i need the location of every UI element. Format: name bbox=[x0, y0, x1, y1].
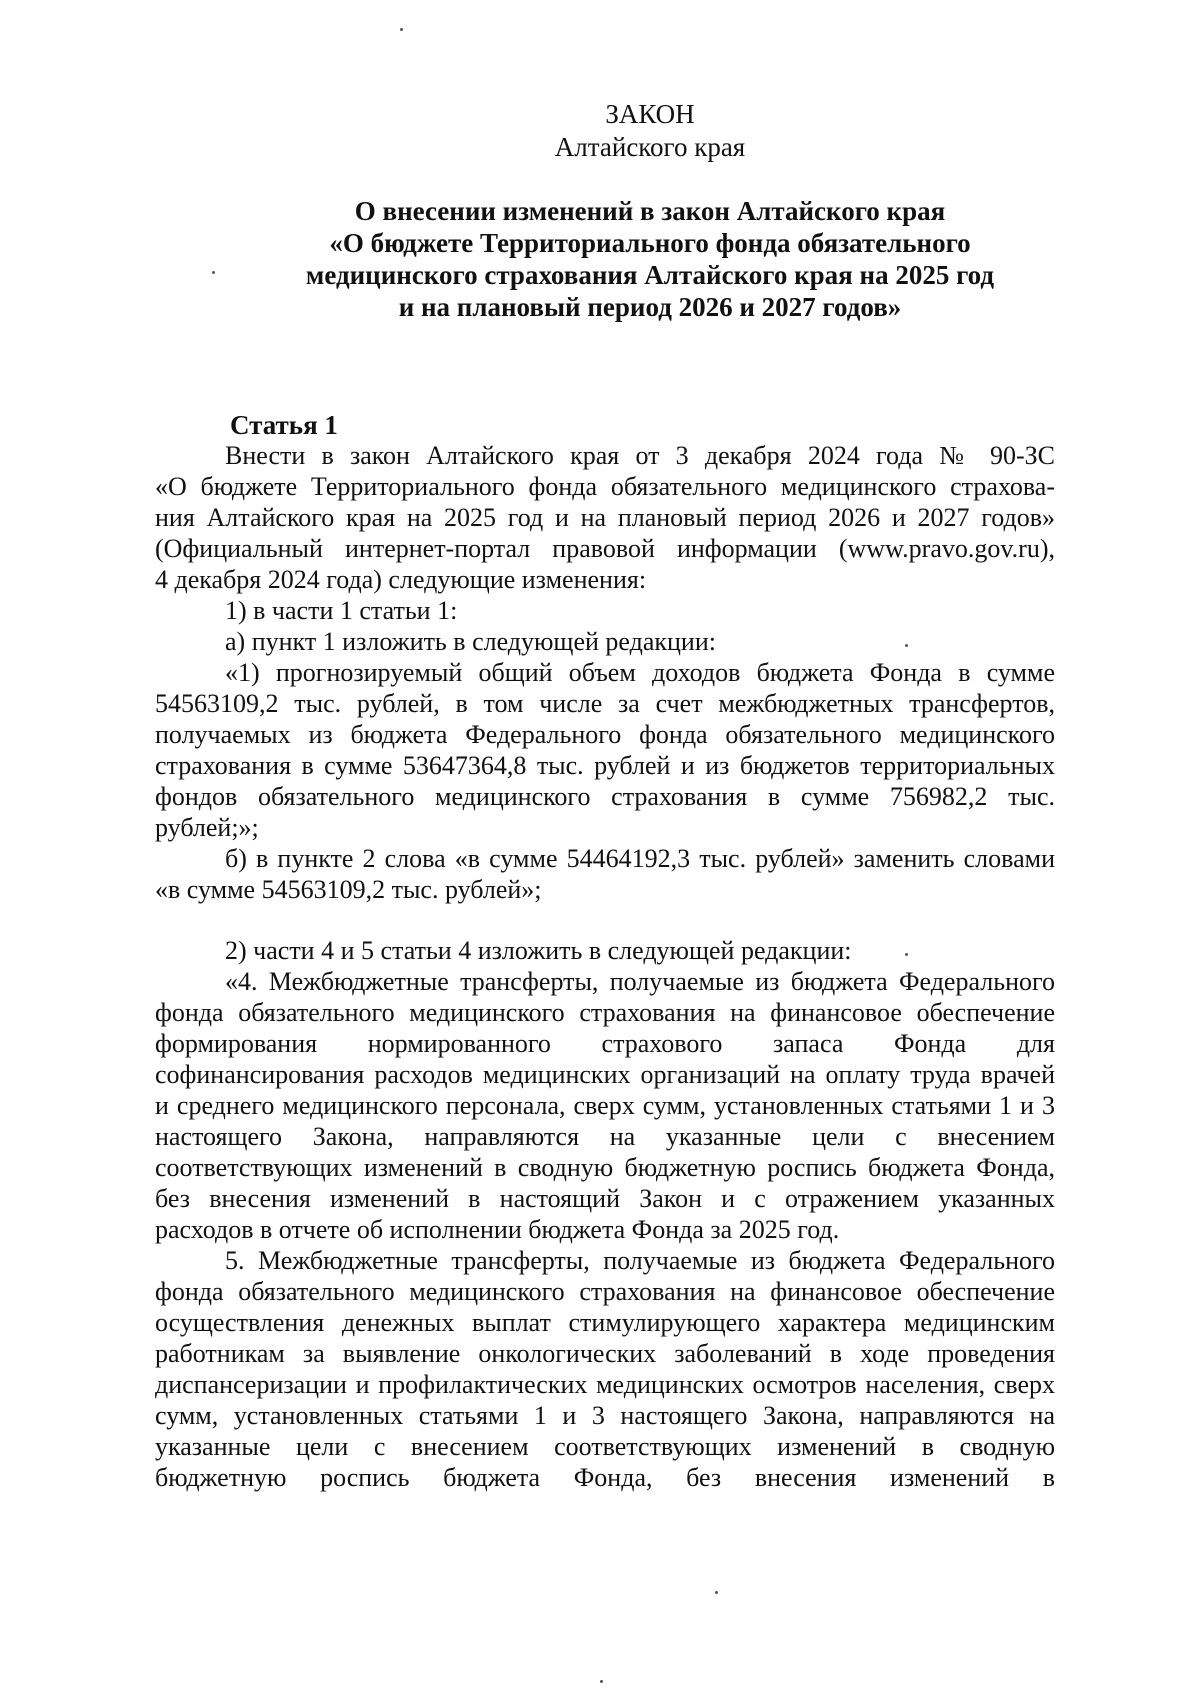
law-type-title: ЗАКОН bbox=[605, 99, 695, 129]
body-line: страхования в сумме 53647364,8 тыс. рублей и из бюджетов территориальных bbox=[155, 751, 1055, 780]
body-line: расходов в отчете об исполнении бюджета Фонда за 2025 год. bbox=[155, 1215, 840, 1244]
body-line: 5. Межбюджетные трансферты, получаемые из бюджета Федерального bbox=[225, 1246, 1055, 1275]
body-line: диспансеризации и профилактических медицинских осмотров населения, сверх bbox=[155, 1370, 1055, 1399]
body-line: сумм, установленных статьями 1 и 3 настоящего Закона, направляются на bbox=[155, 1401, 1055, 1430]
scan-speck bbox=[600, 1680, 603, 1683]
body-line: 4 декабря 2024 года) следующие изменения: bbox=[155, 565, 647, 594]
body-line: получаемых из бюджета Федерального фонда обязательного медицинского bbox=[155, 720, 1055, 749]
body-line: работникам за выявление онкологических заболеваний в ходе проведения bbox=[155, 1339, 1055, 1368]
body-line: 2) части 4 и 5 статьи 4 изложить в следующей редакции: bbox=[225, 936, 852, 965]
body-line: фонда обязательного медицинского страхования на финансовое обеспечение bbox=[155, 1277, 1055, 1306]
body-line: 1) в части 1 статьи 1: bbox=[225, 596, 458, 625]
body-line: указанные цели с внесением соответствующих изменений в сводную bbox=[155, 1432, 1055, 1461]
body-line: б) в пункте 2 слова «в сумме 54464192,3 тыс. рублей» заменить словами bbox=[225, 844, 1055, 873]
scan-speck bbox=[905, 953, 908, 956]
body-line: формирования нормированного страхового запаса Фонда для bbox=[155, 1029, 1055, 1058]
body-line: а) пункт 1 изложить в следующей редакции: bbox=[225, 627, 716, 656]
body-line: «О бюджете Территориального фонда обязательного медицинского страхова- bbox=[155, 472, 1055, 501]
scan-speck bbox=[715, 1591, 718, 1594]
body-line: рублей;»; bbox=[155, 813, 259, 842]
body-line: «4. Межбюджетные трансферты, получаемые из бюджета Федерального bbox=[225, 967, 1055, 996]
body-line: Внести в закон Алтайского края от 3 декабря 2024 года № 90-ЗС bbox=[225, 441, 1055, 470]
body-line: настоящего Закона, направляются на указанные цели с внесением bbox=[155, 1122, 1055, 1151]
law-title-line: О внесении изменений в закон Алтайского края bbox=[354, 196, 946, 226]
body-line: соответствующих изменений в сводную бюджетную роспись бюджета Фонда, bbox=[155, 1153, 1055, 1182]
law-region-subtitle: Алтайского края bbox=[554, 132, 746, 162]
scan-speck bbox=[905, 644, 908, 647]
body-line: «1) прогнозируемый общий объем доходов бюджета Фонда в сумме bbox=[225, 658, 1055, 687]
law-title-line: и на плановый период 2026 и 2027 годов» bbox=[398, 292, 902, 322]
body-line: «в сумме 54563109,2 тыс. рублей»; bbox=[155, 875, 542, 904]
body-line: бюджетную роспись бюджета Фонда, без внесения изменений в bbox=[155, 1463, 1055, 1492]
body-line: и среднего медицинского персонала, сверх сумм, установленных статьями 1 и 3 bbox=[155, 1091, 1055, 1120]
scan-speck bbox=[400, 28, 403, 31]
body-line: софинансирования расходов медицинских организаций на оплату труда врачей bbox=[155, 1060, 1055, 1089]
body-line: осуществления денежных выплат стимулирующего характера медицинским bbox=[155, 1308, 1055, 1337]
body-line: фонда обязательного медицинского страхования на финансовое обеспечение bbox=[155, 998, 1055, 1027]
body-line: без внесения изменений в настоящий Закон и с отражением указанных bbox=[155, 1184, 1055, 1213]
law-title-line: «О бюджете Территориального фонда обязательного bbox=[329, 228, 971, 258]
scan-speck bbox=[212, 271, 215, 274]
body-line: 54563109,2 тыс. рублей, в том числе за счет межбюджетных трансфертов, bbox=[155, 689, 1055, 718]
law-title-line: медицинского страхования Алтайского края на 2025 год bbox=[305, 260, 995, 290]
article-heading: Статья 1 bbox=[230, 410, 338, 440]
body-line: ния Алтайского края на 2025 год и на плановый период 2026 и 2027 годов» bbox=[155, 503, 1055, 532]
body-line: фондов обязательного медицинского страхования в сумме 756982,2 тыс. bbox=[155, 782, 1055, 811]
body-line: (Официальный интернет-портал правовой информации (www.pravo.gov.ru), bbox=[155, 534, 1055, 563]
